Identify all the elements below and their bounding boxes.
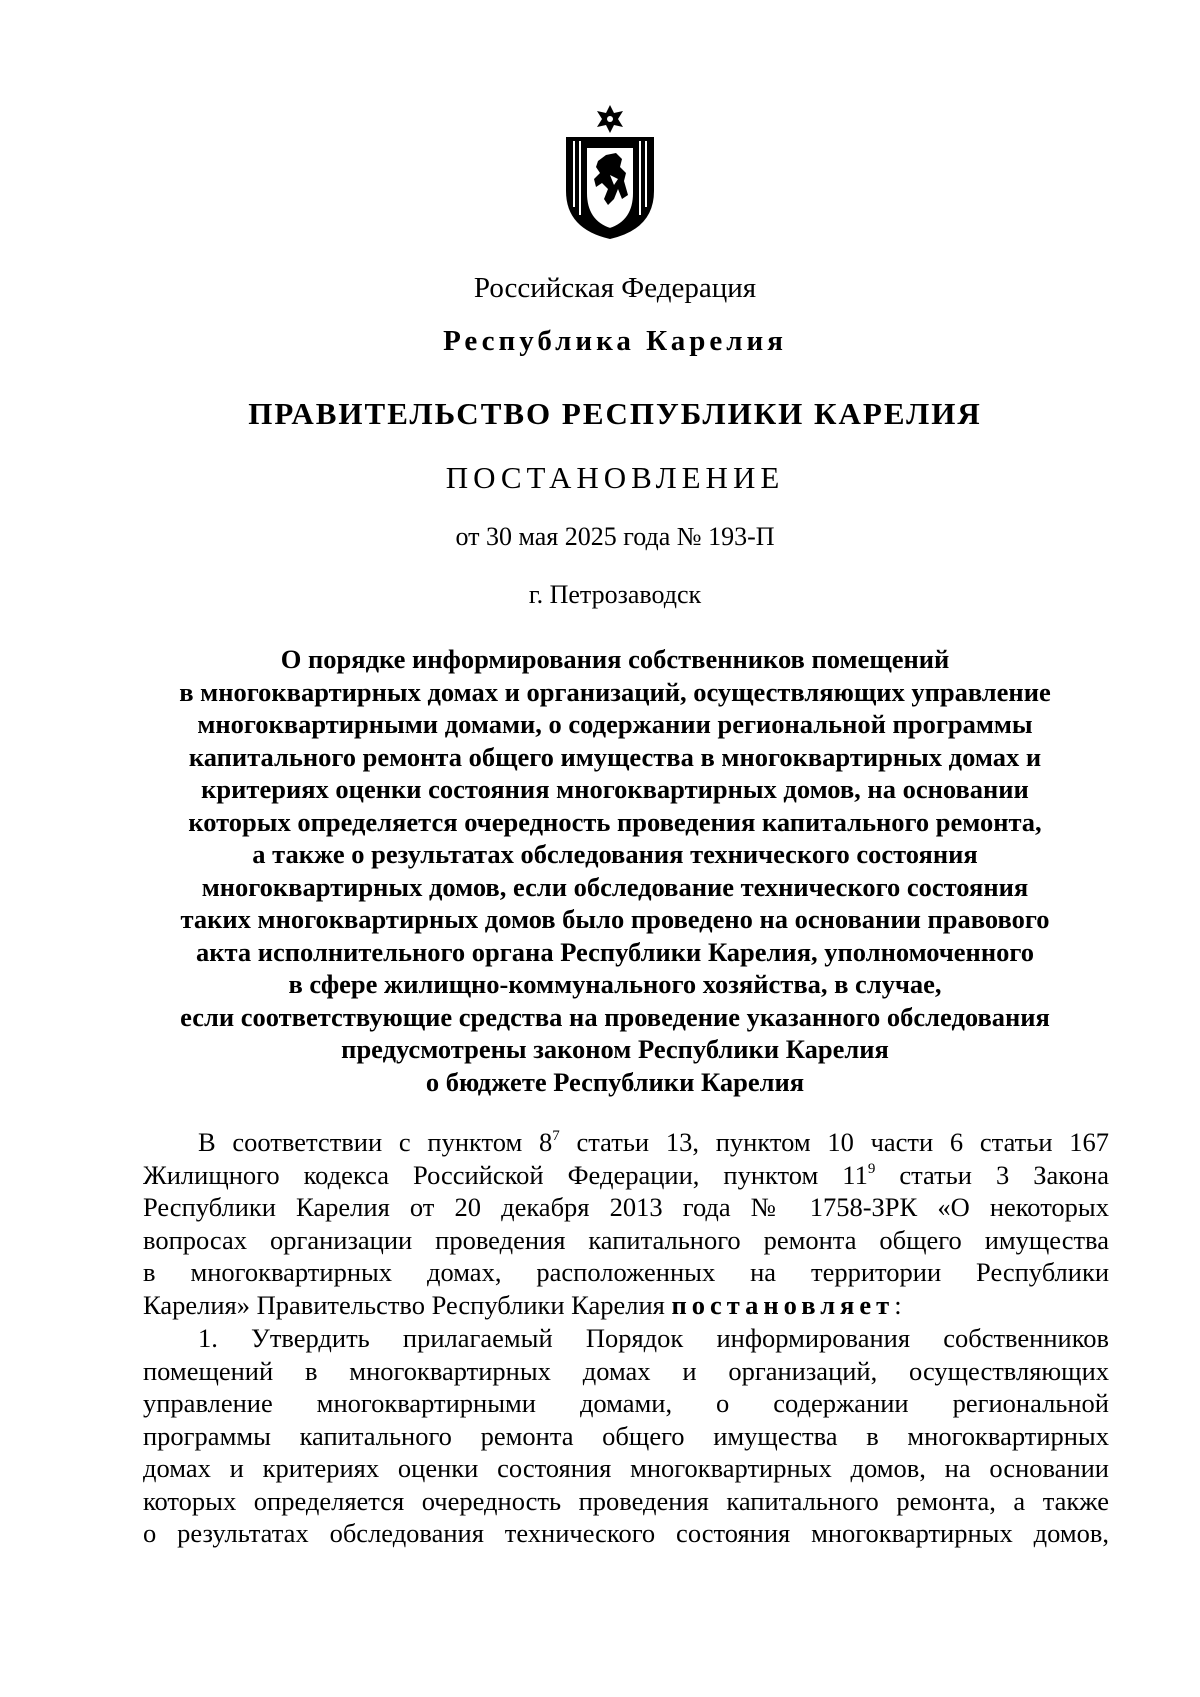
title-line: предусмотрены законом Республики Карелия: [341, 1034, 889, 1064]
item-line: домах и критериях оценки состояния многоквартирных домов, на основании: [143, 1453, 1109, 1483]
title-line: О порядке информирования собственников помещений: [280, 644, 950, 674]
title-line: многоквартирными домами, о содержании региональной программы: [197, 709, 1033, 739]
republic-name: Республика Карелия: [443, 325, 787, 357]
government-name: ПРАВИТЕЛЬСТВО РЕСПУБЛИКИ КАРЕЛИЯ: [248, 396, 982, 431]
title-line: таких многоквартирных домов было проведено на основании правового: [180, 904, 1050, 934]
title-line: капитального ремонта общего имущества в многоквартирных домах и: [188, 741, 1042, 772]
item-line: программы капитального ремонта общего имущества в многоквартирных: [143, 1420, 1109, 1451]
title-line: акта исполнительного органа Республики Карелия, уполномоченного: [196, 936, 1034, 967]
preamble-paragraph: [143, 1126, 1109, 1321]
title-line: критериях оценки состояния многоквартирных домов, на основании: [201, 774, 1029, 804]
title-line: если соответствующие средства на проведение указанного обследования: [180, 1001, 1050, 1032]
item-line: помещений в многоквартирных домах и организаций, осуществляющих: [143, 1355, 1109, 1386]
document-title: [0, 643, 1200, 1098]
item-line: которых определяется очередность проведения капитального ремонта, а также: [143, 1485, 1109, 1516]
document-date-number: от 30 мая 2025 года № 193-П: [455, 522, 775, 551]
coat-of-arms-icon: [560, 103, 660, 241]
title-line: которых определяется очередность проведения капитального ремонта,: [188, 806, 1042, 837]
item-1-paragraph: [143, 1322, 1109, 1550]
document-type: ПОСТАНОВЛЕНИЕ: [445, 460, 785, 495]
preamble-line: вопросах организации проведения капитального ремонта общего имущества: [143, 1224, 1109, 1255]
title-line: о бюджете Республики Карелия: [425, 1066, 805, 1097]
preamble-line: Карелия» Правительство Республики Карелия постановляет:: [143, 1289, 902, 1320]
item-line: о результатах обследования технического состояния многоквартирных домов,: [143, 1518, 1109, 1548]
preamble-line: В соответствии с пунктом $8^7$ статьи 13, пунктом 10 части 6 статьи 167: [198, 1127, 1110, 1157]
preamble-line: Республики Карелия от 20 декабря 2013 года № 1758-ЗРК «О некоторых: [143, 1192, 1109, 1222]
document-city: г. Петрозаводск: [528, 580, 702, 609]
preamble-line: в многоквартирных домах, расположенных на территории Республики: [143, 1257, 1109, 1287]
title-line: в многоквартирных домах и организаций, осуществляющих управление: [179, 676, 1051, 707]
title-line: в сфере жилищно-коммунального хозяйства, в случае,: [288, 969, 942, 999]
item-line: 1. Утвердить прилагаемый Порядок информирования собственников: [198, 1323, 1109, 1353]
title-line: а также о результатах обследования технического состояния: [252, 839, 978, 869]
preamble-line: Жилищного кодекса Российской Федерации, пунктом $11^9$ статьи 3 Закона: [143, 1159, 1109, 1190]
resolves-keyword: постановляет: [671, 1289, 895, 1320]
title-line: многоквартирных домов, если обследование технического состояния: [201, 871, 1029, 902]
item-line: управление многоквартирными домами, о содержании региональной: [143, 1388, 1109, 1418]
country-name: Российская Федерация: [473, 272, 757, 304]
